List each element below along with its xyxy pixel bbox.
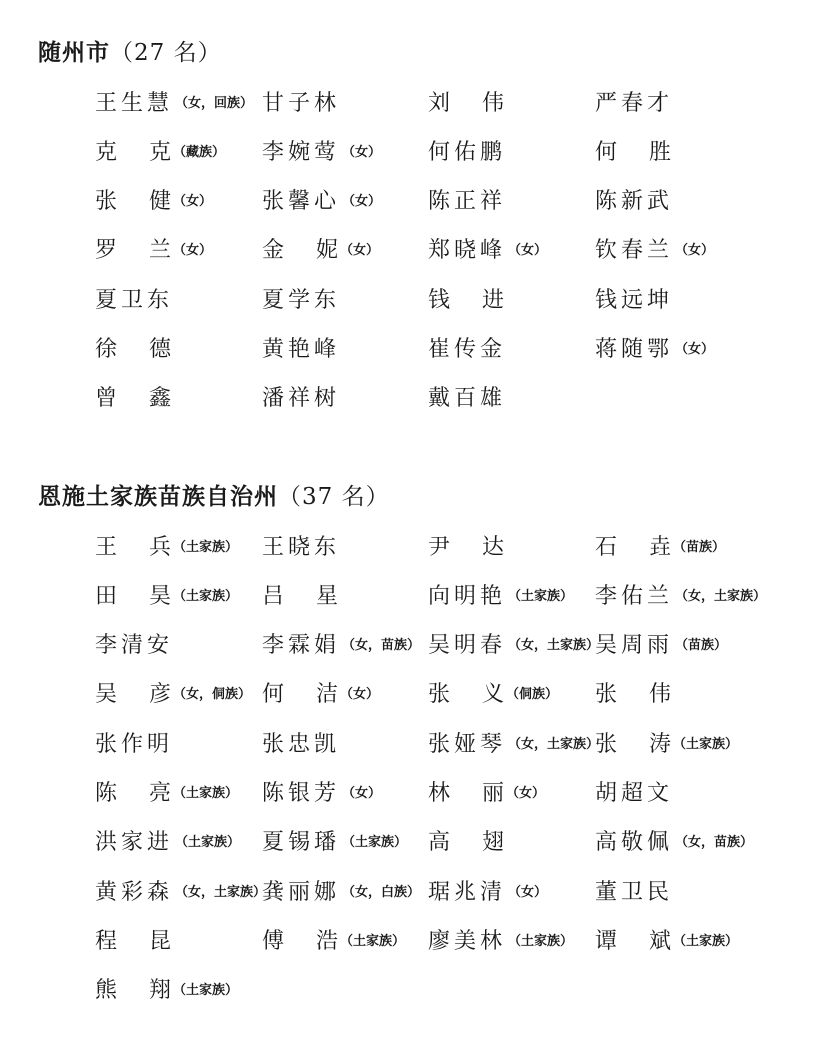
person-annotation: （女，苗族） — [675, 835, 754, 851]
name-entry — [262, 828, 407, 858]
name-entry — [595, 779, 675, 809]
name-entry — [95, 236, 212, 266]
person-name: 王 兵 — [95, 534, 171, 560]
person-name: 钦春兰 — [595, 238, 674, 264]
person-annotation: （侗族） — [506, 687, 559, 703]
name-entry — [595, 926, 738, 956]
person-name: 陈新武 — [595, 189, 674, 215]
person-annotation: （女，白族） — [342, 884, 421, 900]
person-annotation: （藏族） — [173, 144, 226, 160]
person-name: 李霖娟 — [262, 633, 341, 659]
person-annotation: （女） — [506, 786, 546, 801]
person-annotation: （女） — [342, 194, 382, 210]
name-entry — [428, 187, 508, 217]
person-name: 戴百雄 — [428, 386, 507, 412]
person-name: 张 涛 — [595, 731, 671, 757]
person-name: 林 丽 — [428, 781, 504, 806]
person-annotation: （女） — [342, 786, 382, 801]
name-entry — [428, 88, 506, 118]
person-annotation: （土家族） — [173, 539, 239, 555]
section-title-enshi — [38, 482, 390, 512]
person-name: 吴 彦 — [95, 682, 171, 708]
person-annotation: （女） — [675, 342, 715, 357]
person-name: 李清安 — [95, 633, 174, 659]
person-name: 王晓东 — [262, 534, 341, 560]
person-name: 潘祥树 — [262, 386, 341, 412]
name-entry — [428, 926, 573, 956]
person-name: 程 昆 — [95, 928, 171, 954]
person-annotation: （女，土家族） — [508, 736, 600, 752]
name-entry — [428, 729, 599, 759]
person-name: 王生慧 — [95, 90, 174, 116]
person-name: 金 妮 — [262, 238, 338, 264]
person-name: 陈银芳 — [262, 781, 341, 806]
person-name: 张 健 — [95, 189, 171, 215]
name-entry — [595, 729, 738, 759]
person-name: 严春才 — [595, 90, 674, 116]
person-name: 吴周雨 — [595, 633, 674, 659]
person-name: 谭 斌 — [595, 928, 671, 954]
person-name: 张娅琴 — [428, 731, 507, 757]
person-name: 何 胜 — [595, 139, 671, 165]
name-entry — [428, 680, 558, 710]
person-name: 李佑兰 — [595, 583, 674, 609]
name-entry — [95, 680, 251, 710]
name-entry — [95, 976, 238, 1006]
person-annotation: （土家族） — [340, 933, 406, 949]
person-name: 李婉莺 — [262, 139, 341, 165]
person-name: 高 翅 — [428, 830, 504, 856]
name-entry — [95, 926, 173, 956]
name-entry — [262, 88, 342, 118]
person-annotation: （女，苗族） — [342, 638, 421, 654]
person-annotation: （女） — [508, 243, 548, 259]
person-name: 刘 伟 — [428, 90, 504, 116]
name-entry — [595, 335, 714, 365]
name-entry — [428, 236, 547, 266]
person-name: 夏学东 — [262, 287, 341, 313]
name-entry — [595, 532, 725, 562]
person-annotation: （土家族） — [175, 835, 241, 851]
person-name: 洪家进 — [95, 830, 174, 856]
person-annotation: （女） — [508, 884, 548, 900]
section-name: 恩施土家族苗族自治州 — [38, 484, 278, 510]
name-entry — [95, 384, 173, 414]
person-name: 张馨心 — [262, 189, 341, 215]
person-annotation: （苗族） — [675, 638, 728, 654]
person-annotation: （土家族） — [173, 588, 239, 604]
name-entry — [262, 187, 381, 217]
person-name: 蒋随鄂 — [595, 337, 674, 362]
name-entry — [95, 335, 173, 365]
person-name: 崔传金 — [428, 337, 507, 362]
person-name: 陈正祥 — [428, 189, 507, 215]
name-entry — [95, 532, 238, 562]
person-name: 廖美林 — [428, 928, 507, 954]
person-name: 吴明春 — [428, 633, 507, 659]
person-name: 张忠凯 — [262, 731, 341, 757]
person-name: 何佑鹏 — [428, 139, 507, 165]
person-name: 张 伟 — [595, 682, 671, 708]
person-name: 胡超文 — [595, 781, 674, 806]
name-entry — [428, 779, 545, 809]
name-entry — [95, 88, 253, 118]
person-name: 尹 达 — [428, 534, 504, 560]
name-entry — [95, 828, 240, 858]
person-name: 向明艳 — [428, 583, 507, 609]
person-annotation: （女） — [675, 243, 715, 259]
name-entry — [428, 581, 573, 611]
name-entry — [595, 187, 675, 217]
person-name: 罗 兰 — [95, 238, 171, 264]
person-annotation: （女） — [342, 144, 382, 160]
person-name: 吕 星 — [262, 583, 338, 609]
person-name: 钱 进 — [428, 287, 504, 313]
name-entry — [595, 828, 753, 858]
name-entry — [595, 631, 727, 661]
name-entry — [95, 285, 175, 315]
person-name: 陈 亮 — [95, 781, 171, 806]
name-entry — [428, 285, 506, 315]
person-name: 琚兆清 — [428, 879, 507, 905]
person-annotation: （女） — [173, 194, 213, 210]
person-annotation: （土家族） — [673, 736, 739, 752]
person-annotation: （苗族） — [673, 539, 726, 555]
person-annotation: （土家族） — [342, 835, 408, 851]
person-annotation: （女） — [173, 243, 213, 259]
person-name: 夏卫东 — [95, 287, 174, 313]
name-entry — [595, 285, 675, 315]
section-title-suizhou — [38, 38, 222, 68]
name-entry — [262, 631, 420, 661]
name-entry — [428, 137, 508, 167]
name-entry — [428, 877, 547, 907]
name-entry — [262, 137, 381, 167]
person-annotation: （女，回族） — [175, 95, 254, 111]
name-entry — [595, 137, 673, 167]
name-entry — [95, 631, 175, 661]
person-annotation: （女） — [340, 687, 380, 703]
name-entry — [95, 779, 238, 809]
person-name: 何 洁 — [262, 682, 338, 708]
name-entry — [595, 877, 675, 907]
person-name: 董卫民 — [595, 879, 674, 905]
name-entry — [428, 828, 506, 858]
name-entry — [595, 88, 675, 118]
person-name: 张作明 — [95, 731, 174, 757]
person-annotation: （女） — [340, 243, 380, 259]
person-name: 石 垚 — [595, 534, 671, 560]
person-name: 田 昊 — [95, 583, 171, 609]
person-annotation: （土家族） — [508, 588, 574, 604]
person-annotation: （女，土家族） — [508, 638, 600, 654]
name-entry — [262, 729, 342, 759]
name-entry — [95, 581, 238, 611]
name-entry — [95, 137, 225, 167]
name-entry — [95, 877, 266, 907]
name-entry — [262, 581, 340, 611]
name-entry — [95, 187, 212, 217]
person-name: 黄艳峰 — [262, 337, 341, 362]
section-name: 随州市 — [38, 40, 110, 66]
person-name: 曾 鑫 — [95, 386, 171, 412]
person-annotation: （女，土家族） — [675, 588, 767, 604]
section-count: （37 名） — [278, 484, 390, 510]
person-name: 夏锡璠 — [262, 830, 341, 856]
person-name: 傅 浩 — [262, 928, 338, 954]
person-annotation: （土家族） — [173, 983, 239, 999]
name-entry — [595, 581, 766, 611]
name-entry — [262, 384, 342, 414]
name-entry — [262, 236, 379, 266]
name-entry — [262, 532, 342, 562]
person-name: 龚丽娜 — [262, 879, 341, 905]
name-entry — [595, 236, 714, 266]
name-entry — [595, 680, 673, 710]
person-annotation: （土家族） — [173, 786, 239, 801]
person-annotation: （女，土家族） — [175, 884, 267, 900]
name-entry — [428, 384, 508, 414]
name-entry — [262, 877, 420, 907]
person-name: 克 克 — [95, 139, 171, 165]
name-entry — [428, 335, 508, 365]
person-annotation: （女，侗族） — [173, 687, 252, 703]
name-entry — [262, 779, 381, 809]
person-name: 熊 翔 — [95, 978, 171, 1004]
name-entry — [262, 335, 342, 365]
person-annotation: （土家族） — [673, 933, 739, 949]
person-name: 高敬佩 — [595, 830, 674, 856]
person-name: 张 义 — [428, 682, 504, 708]
name-entry — [262, 285, 342, 315]
name-entry — [262, 680, 379, 710]
section-count: （27 名） — [110, 40, 222, 66]
person-annotation: （土家族） — [508, 933, 574, 949]
name-entry — [95, 729, 175, 759]
person-name: 黄彩森 — [95, 879, 174, 905]
person-name: 郑晓峰 — [428, 238, 507, 264]
name-entry — [262, 926, 405, 956]
person-name: 甘子林 — [262, 90, 341, 116]
name-entry — [428, 631, 599, 661]
person-name: 徐 德 — [95, 337, 171, 362]
name-entry — [428, 532, 506, 562]
person-name: 钱远坤 — [595, 287, 674, 313]
